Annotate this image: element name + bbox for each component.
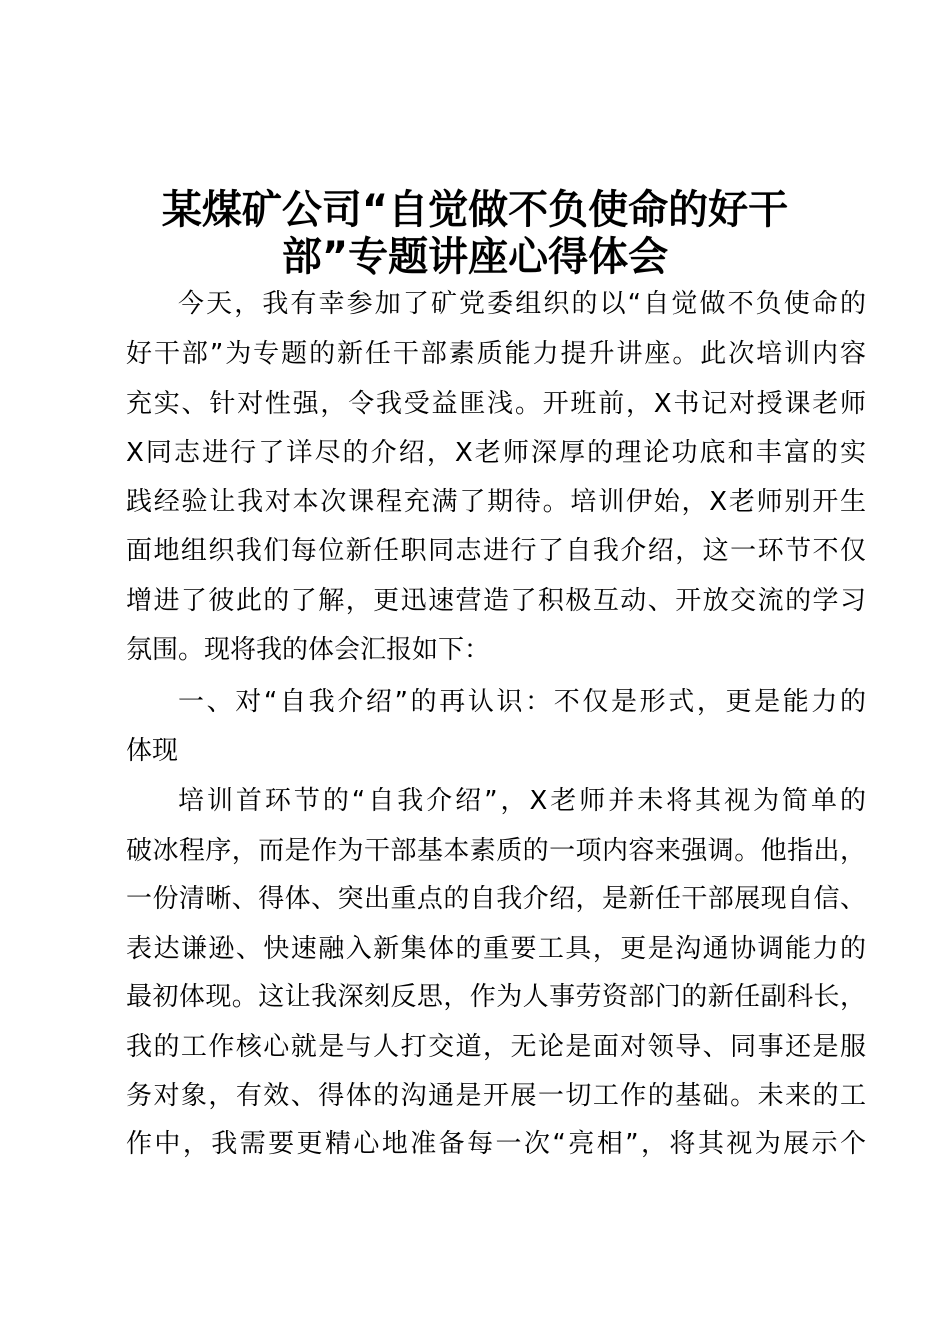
text-line: 破冰程序，而是作为干部基本素质的一项内容来强调。他指出， <box>126 836 866 866</box>
text-line: 好干部”为专题的新任干部素质能力提升讲座。此次培训内容 <box>126 339 866 369</box>
text-line: 面地组织我们每位新任职同志进行了自我介绍，这一环节不仅 <box>126 536 866 566</box>
text-line: 我的工作核心就是与人打交道，无论是面对领导、同事还是服 <box>126 1032 866 1062</box>
text-line: 务对象，有效、得体的沟通是开展一切工作的基础。未来的工 <box>126 1081 866 1111</box>
text-line: 一份清晰、得体、突出重点的自我介绍，是新任干部展现自信、 <box>126 884 866 914</box>
text-line: X同志进行了详尽的介绍，X老师深厚的理论功底和丰富的实 <box>126 438 866 468</box>
heading-line: 一、对“自我介绍”的再认识：不仅是形式，更是能力的 <box>178 687 866 717</box>
document-title-line-1: 某煤矿公司“自觉做不负使命的好干 <box>161 187 789 233</box>
text-line: 践经验让我对本次课程充满了期待。培训伊始，X老师别开生 <box>126 487 866 517</box>
document-title-line-2: 部”专题讲座心得体会 <box>281 234 669 280</box>
heading-line: 体现 <box>126 736 179 766</box>
text-line: 表达谦逊、快速融入新集体的重要工具，更是沟通协调能力的 <box>126 934 866 964</box>
text-line: 氛围。现将我的体会汇报如下： <box>126 635 491 665</box>
text-line: 最初体现。这让我深刻反思，作为人事劳资部门的新任副科长， <box>126 982 866 1012</box>
text-line: 培训首环节的“自我介绍”，X老师并未将其视为简单的 <box>178 786 866 816</box>
text-line: 充实、针对性强，令我受益匪浅。开班前，X书记对授课老师 <box>126 389 866 419</box>
text-line: 今天，我有幸参加了矿党委组织的以“自觉做不负使命的 <box>178 289 866 319</box>
text-line: 作中，我需要更精心地准备每一次“亮相”，将其视为展示个 <box>126 1129 866 1159</box>
text-line: 增进了彼此的了解，更迅速营造了积极互动、开放交流的学习 <box>126 586 866 616</box>
